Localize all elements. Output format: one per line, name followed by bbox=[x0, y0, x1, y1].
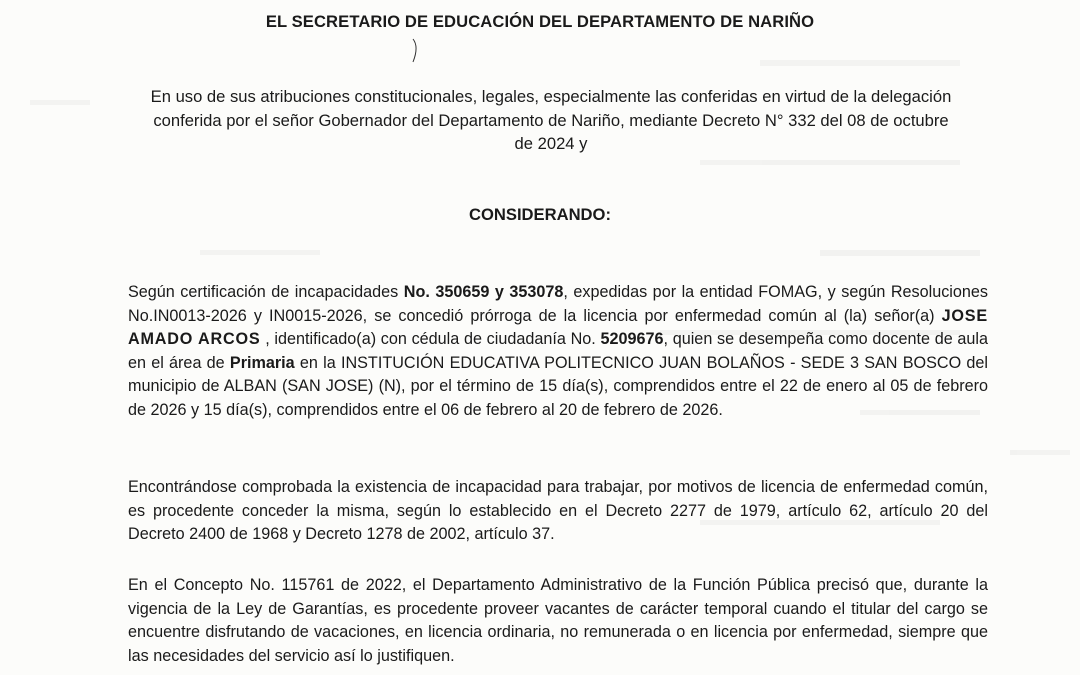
text-run: , expedidas por la entidad FOMAG, y según Resoluciones No.IN0013-2026 y IN0015-2026, se concedió prórroga de la licencia por enfermedad común al (la) señor(a) bbox=[128, 283, 989, 325]
text-run: Según certificación de incapacidades bbox=[128, 283, 404, 301]
text-run: en la INSTITUCIÓN EDUCATIVA POLITECNICO JUAN BOLAÑOS - SEDE 3 SAN BOSCO del municipio de ALBAN (SAN JOSE) (N), por el término de 15 día(s), comprendidos entre el 22 de enero al 05 de febrero de 2026 y 15 día(s), comprendidos entre el 06 de febrero al 20 de febrero de 2026. bbox=[128, 353, 988, 419]
paragraph-concept: En el Concepto No. 115761 de 2022, el Departamento Administrativo de la Función Pública precisó que, durante la vigencia de la Ley de Garantías, es procedente proveer vacantes de carácter temporal cuando el titular del cargo se encuentre disfrutando de vacaciones, en licencia ordinaria, no remunerada o en licencia por enfermedad, siempre que las necesidades del servicio así lo justifiquen. bbox=[128, 576, 988, 665]
employee-name: JOSE AMADO ARCOS bbox=[128, 306, 988, 348]
text-run: , quien se desempeña como docente de aula en el área de bbox=[128, 330, 988, 372]
id-number: 5209676 bbox=[600, 330, 664, 348]
paragraph-legal-basis: Encontrándose comprobada la existencia de incapacidad para trabajar, por motivos de licencia de enfermedad común, es procedente conceder la misma, según lo establecido en el Decreto 2277 de 1979, artículo 62, artículo 20 del Decreto 2400 de 1968 y Decreto 1278 de 2002, artículo 37. bbox=[128, 478, 988, 543]
preamble-line: conferida por el señor Gobernador del Departamento de Nariño, mediante Decreto N° 332 del 08 de octubre bbox=[153, 110, 949, 130]
preamble bbox=[128, 85, 974, 156]
pen-mark bbox=[410, 38, 420, 64]
paragraph-certification bbox=[128, 281, 988, 422]
text-run: , identificado(a) con cédula de ciudadanía No. bbox=[260, 330, 601, 348]
preamble-line: En uso de sus atribuciones constitucionales, legales, especialmente las conferidas en virtud de la delegación bbox=[150, 87, 952, 106]
document-heading: EL SECRETARIO DE EDUCACIÓN DEL DEPARTAMENTO DE NARIÑO bbox=[265, 12, 815, 31]
area-name: Primaria bbox=[229, 353, 295, 372]
preamble-line: de 2024 y bbox=[514, 134, 588, 153]
certificate-numbers: No. 350659 y 353078 bbox=[403, 283, 564, 301]
considerando-heading: CONSIDERANDO: bbox=[469, 205, 611, 224]
